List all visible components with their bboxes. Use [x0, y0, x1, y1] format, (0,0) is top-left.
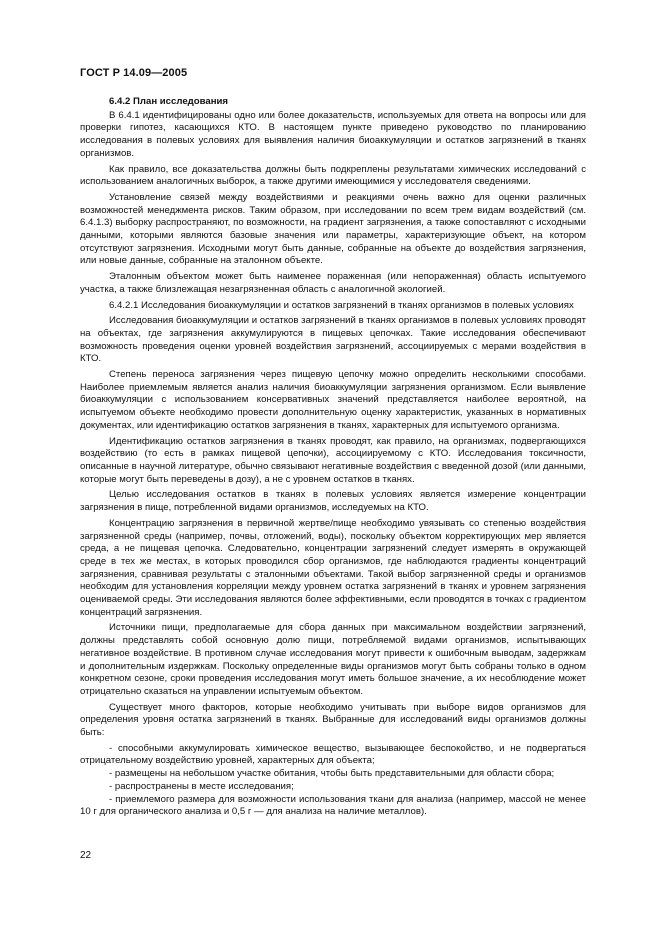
document-body	[80, 96, 586, 819]
paragraph: Установление связей между воздействиями и реакциями очень важно для оценки различных возможностей менеджмента рисков. Таким образом, при исследовании по всем трем видам воздействий (см. 6.4.1.3) выборку распространяют, по возможности, на градиент загрязнения, а также сопоставляют с исходными данными, которыми являются базовые значения или параметры, характеризующие объект, на котором отсутствуют загрязнения. Исходными могут быть данные, собранные на объекте до воздействия загрязнения, или новые данные, собранные на эталонном объекте.	[80, 191, 586, 267]
list-item: - способными аккумулировать химическое вещество, вызывающее беспокойство, и не подвергаться отрицательному воздействию уровней, характерных для объекта;	[80, 742, 586, 767]
list-item: - приемлемого размера для возможности использования ткани для анализа (например, массой не менее 10 г для органического анализа и 0,5 г — для анализа на наличие металлов).	[80, 793, 586, 818]
paragraph: Исследования биоаккумуляции и остатков загрязнений в тканях организмов в полевых условиях проводят на объектах, где загрязнения аккумулируются в пищевых цепочках. Такие исследования обеспечивают возможность проведения оценки уровней воздействия загрязнений, ассоциируемых с мерами воздействия в КТО.	[80, 315, 586, 365]
paragraph: Степень переноса загрязнения через пищевую цепочку можно определить несколькими способами. Наиболее приемлемым является анализ наличия биоаккумуляции загрязнения организмом. Если выявление биоаккумуляции с использованием консервативных значений представляется наиболее вероятной, на испытуемом объекте необходимо провести дополнительную оценку характеристик, указанных в нормативных документах, или идентификацию остатков загрязнения в тканях, характерных для испытуемого организма.	[80, 369, 586, 431]
list-item: - распространены в месте исследования;	[109, 780, 294, 792]
paragraph: Источники пищи, предполагаемые для сбора данных при максимальном воздействии загрязнений, должны представлять собой основную долю пищи, потребляемой видами организмов, испытывающих негативное воздействие. В противном случае исследования могут привести к ошибочным выводам, задержкам и дополнительным издержкам. Поскольку определенные виды организмов могут быть собраны только в одном конкретном сезоне, сроки проведения исследования могут иметь большое значение, а их несоблюдение может отрицательно сказаться на управлении испытуемым объектом.	[80, 622, 586, 697]
list-item: - размещены на небольшом участке обитания, чтобы быть представительными для области сбора;	[109, 768, 555, 780]
page-number: 22	[80, 850, 92, 861]
paragraph: Как правило, все доказательства должны быть подкреплены результатами химических исследований с использованием аналогичных выборок, а также другими имеющимися у исследователя сведениями.	[80, 163, 586, 188]
paragraph: Идентификацию остатков загрязнения в тканях проводят, как правило, на организмах, подвергающихся воздействию (то есть в рамках пищевой цепочки), ассоциируемому с КТО. Исследования токсичности, описанные в научной литературе, обычно связывают негативные воздействия с введенной дозой (или данными, которые могут быть переведены в дозу), а не с уровнем остатков в тканях.	[80, 435, 586, 485]
section-title: 6.4.2 План исследования	[109, 96, 229, 107]
paragraph: Существует много факторов, которые необходимо учитывать при выборе видов организмов для определения уровня остатка загрязнений в тканях. Выбранные для исследований виды организмов должны быть:	[80, 701, 586, 739]
paragraph: В 6.4.1 идентифицированы одно или более доказательств, используемых для ответа на вопросы или для проверки гипотез, касающихся КТО. В настоящем пункте приведено руководство по планированию исследования в полевых условиях для выявления наличия биоаккумуляции и остатков загрязнений в тканях организмов.	[80, 109, 586, 159]
subsection-title: 6.4.2.1 Исследования биоаккумуляции и остатков загрязнений в тканях организмов в полевых условиях	[109, 299, 574, 311]
paragraph: Концентрацию загрязнения в первичной жертве/пище необходимо увязывать со степенью воздействия загрязненной среды (например, почвы, отложений, воды), поскольку объектом корректирующих мер является среда, а не пищевая цепочка. Следовательно, концентрации загрязнений следует измерять в окружающей среде в тех же местах, в которых проводился сбор организмов, где наблюдаются градиенты концентраций загрязнения, сравнивая результаты с эталонными объектами. Такой выбор загрязненной среды и организмов необходим для установления корреляции между уровнем остатка загрязнений в тканях и уровнем загрязнения оцениваемой среды. Эти исследования являются более эффективными, если проводятся в точках с градиентом концентраций загрязнения.	[80, 517, 586, 618]
document-header: ГОСТ Р 14.09—2005	[80, 67, 188, 79]
paragraph: Эталонным объектом может быть наименее пораженная (или непораженная) область испытуемого участка, а также близлежащая незагрязненная область с аналогичной экологией.	[80, 271, 586, 295]
paragraph: Целью исследования остатков в тканях в полевых условиях является измерение концентрации загрязнения в пище, потребленной видами организмов, исследуемых на КТО.	[80, 489, 586, 514]
